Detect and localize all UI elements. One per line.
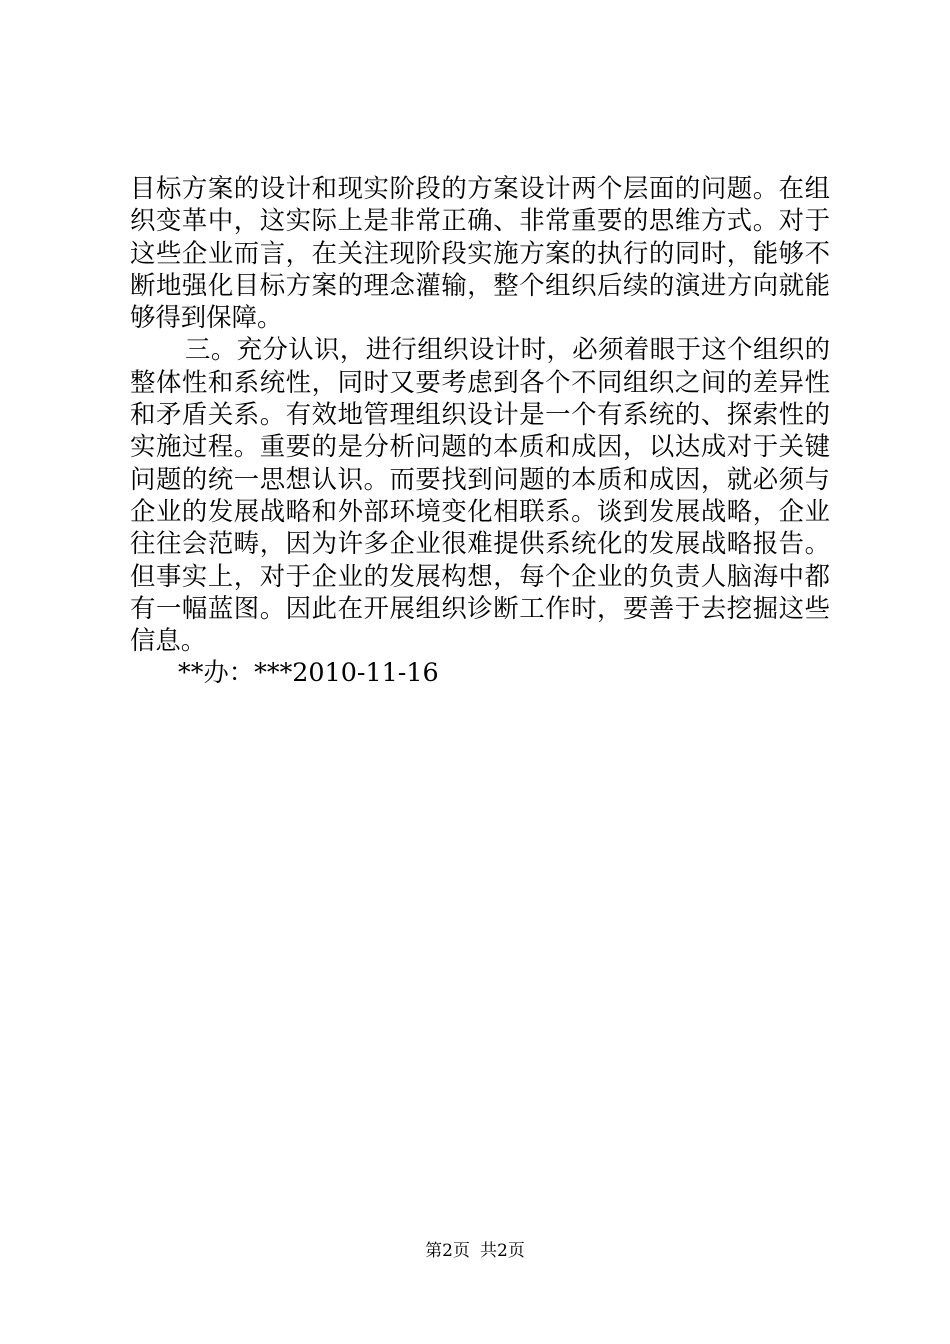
text-line: 信息。 [130,625,207,656]
text-line: 实施过程。重要的是分析问题的本质和成因，以达成对于关键 [130,431,830,462]
text-line: 和矛盾关系。有效地管理组织设计是一个有系统的、探索性的 [130,399,830,430]
text-line: 有一幅蓝图。因此在开展组织诊断工作时，要善于去挖掘这些 [130,592,830,623]
paragraph-1 [130,172,830,333]
text-line: 但事实上，对于企业的发展构想，每个企业的负责人脑海中都 [130,560,830,591]
paragraph-2 [130,333,830,656]
document-body [130,172,830,689]
signature-line: **办：***2010-11-16 [178,657,439,688]
page-number: 第2页 [425,1241,470,1261]
text-line: 问题的统一思想认识。而要找到问题的本质和成因，就必须与 [130,463,830,494]
text-line: 三。充分认识，进行组织设计时，必须着眼于这个组织的 [185,334,830,365]
text-line: 断地强化目标方案的理念灌输，整个组织后续的演进方向就能 [130,269,830,300]
text-line: 织变革中，这实际上是非常正确、非常重要的思维方式。对于 [130,205,830,236]
total-pages: 共2页 [480,1241,525,1261]
text-line: 整体性和系统性，同时又要考虑到各个不同组织之间的差异性 [130,366,830,397]
text-line: 企业的发展战略和外部环境变化相联系。谈到发展战略，企业 [130,495,830,526]
page-footer [0,1240,950,1262]
text-line: 往往会范畴，因为许多企业很难提供系统化的发展战略报告。 [130,528,830,559]
text-line: 目标方案的设计和现实阶段的方案设计两个层面的问题。在组 [130,173,830,203]
text-line: 这些企业而言，在关注现阶段实施方案的执行的同时，能够不 [130,237,830,268]
text-line: 够得到保障。 [130,302,283,333]
